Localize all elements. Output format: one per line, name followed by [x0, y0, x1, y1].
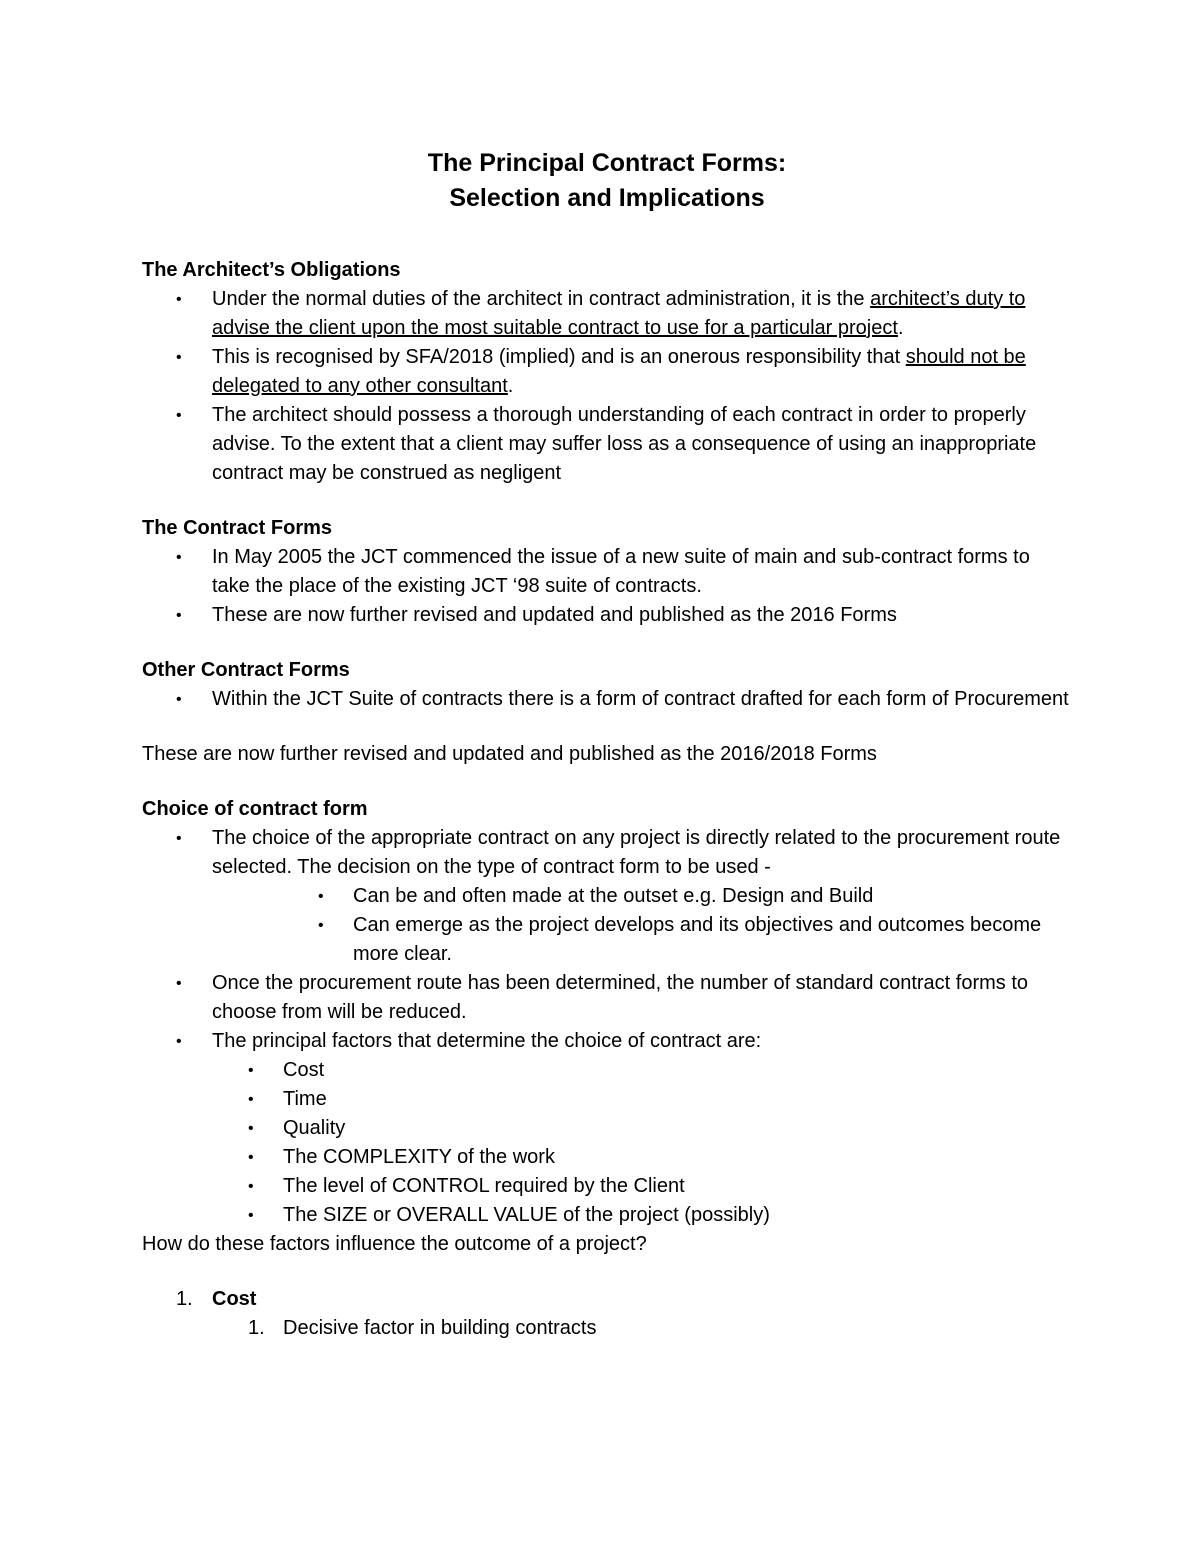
bullet-icon: • [248, 1149, 254, 1166]
list-item-text: Can be and often made at the outset e.g. Design and Build [353, 885, 874, 907]
list-item-text: This is recognised by SFA/2018 (implied) and is an onerous responsibility that [212, 346, 906, 368]
section-choice-of-contract [142, 795, 1072, 1230]
list-item-text: The architect should possess a thorough understanding of each contract in order to properly advise. To the extent that a client may suffer loss as a consequence of using an inappropriate contract may be construed as negligent [212, 404, 1037, 484]
numbered-list [142, 1285, 1072, 1343]
list-item-text: The level of CONTROL required by the Client [283, 1175, 685, 1197]
bullet-icon: • [248, 1062, 254, 1079]
bullet-icon: • [248, 1091, 254, 1108]
document-page [142, 142, 1072, 1343]
section-heading: Other Contract Forms [142, 659, 350, 681]
list-item [142, 969, 1072, 1027]
list-item-text: The principal factors that determine the choice of contract are: [212, 1030, 762, 1052]
list-item-text: Within the JCT Suite of contracts there is a form of contract drafted for each form of Procurement [212, 688, 1069, 710]
item-number: 1. [176, 1288, 193, 1310]
underlined-text: should not be delegated to any other consultant [212, 346, 1026, 397]
list-item [142, 343, 1072, 401]
bullet-icon: • [176, 349, 182, 366]
punctuation: . [507, 375, 514, 397]
bullet-icon: • [176, 607, 182, 624]
list-item-text: Cost [283, 1059, 325, 1081]
bullet-icon: • [176, 830, 182, 847]
bullet-icon: • [176, 549, 182, 566]
numbered-sub-item [142, 1314, 1072, 1343]
bullet-list [142, 685, 1072, 714]
section-other-contract-forms [142, 656, 1072, 769]
item-number: 1. [248, 1317, 265, 1339]
list-item-text: In May 2005 the JCT commenced the issue of a new suite of main and sub-contract forms to take the place of the existing JCT ‘98 suite of contracts. [212, 546, 1030, 597]
bullet-icon: • [318, 917, 324, 934]
sub-list-item [142, 882, 1072, 911]
list-item [142, 285, 1072, 343]
list-item-text: Can emerge as the project develops and its objectives and outcomes become more clear. [353, 914, 1042, 965]
list-item-text: Quality [283, 1117, 346, 1139]
list-item [142, 601, 1072, 630]
title-line-2: Selection and Implications [449, 184, 765, 212]
punctuation: . [897, 317, 904, 339]
factor-item [142, 1201, 1072, 1230]
bullet-icon: • [248, 1120, 254, 1137]
document-title [142, 146, 1072, 216]
list-item-text: The SIZE or OVERALL VALUE of the project (possibly) [283, 1204, 770, 1226]
list-item-text: Once the procurement route has been determined, the number of standard contract forms to choose from will be reduced. [212, 972, 1029, 1023]
bullet-icon: • [248, 1207, 254, 1224]
list-item [142, 401, 1072, 488]
bullet-icon: • [248, 1178, 254, 1195]
section-heading: The Contract Forms [142, 517, 333, 539]
title-line-1: The Principal Contract Forms: [427, 149, 787, 177]
list-item [142, 824, 1072, 882]
bullet-icon: • [318, 888, 324, 905]
list-item-text: Time [283, 1088, 327, 1110]
list-item [142, 543, 1072, 601]
question-paragraph: How do these factors influence the outcome of a project? [142, 1233, 647, 1255]
numbered-item-text: Decisive factor in building contracts [283, 1317, 597, 1339]
factor-item [142, 1172, 1072, 1201]
factor-item [142, 1143, 1072, 1172]
numbered-item [142, 1285, 1072, 1314]
paragraph: These are now further revised and updated and published as the 2016/2018 Forms [142, 743, 877, 765]
numbered-item-text: Cost [212, 1288, 257, 1310]
section-heading: The Architect’s Obligations [142, 259, 401, 281]
bullet-list [142, 824, 1072, 1230]
list-item-text: The COMPLEXITY of the work [283, 1146, 555, 1168]
list-item [142, 1027, 1072, 1056]
bullet-list [142, 543, 1072, 630]
bullet-list [142, 285, 1072, 488]
bullet-icon: • [176, 407, 182, 424]
list-item-text: Under the normal duties of the architect in contract administration, it is the [212, 288, 871, 310]
sub-list-item [142, 911, 1072, 969]
list-item-text: These are now further revised and updated and published as the 2016 Forms [212, 604, 897, 626]
bullet-icon: • [176, 291, 182, 308]
factor-item [142, 1085, 1072, 1114]
section-heading: Choice of contract form [142, 798, 368, 820]
factor-item [142, 1056, 1072, 1085]
bullet-icon: • [176, 975, 182, 992]
list-item-text: The choice of the appropriate contract on any project is directly related to the procurement route selected. The decision on the type of contract form to be used - [212, 827, 1061, 878]
bullet-icon: • [176, 1033, 182, 1050]
section-architect-obligations [142, 256, 1072, 488]
factor-item [142, 1114, 1072, 1143]
underlined-text: architect’s duty to advise the client upon the most suitable contract to use for a particular project [212, 288, 1026, 339]
list-item [142, 685, 1072, 714]
section-contract-forms [142, 514, 1072, 630]
bullet-icon: • [176, 691, 182, 708]
